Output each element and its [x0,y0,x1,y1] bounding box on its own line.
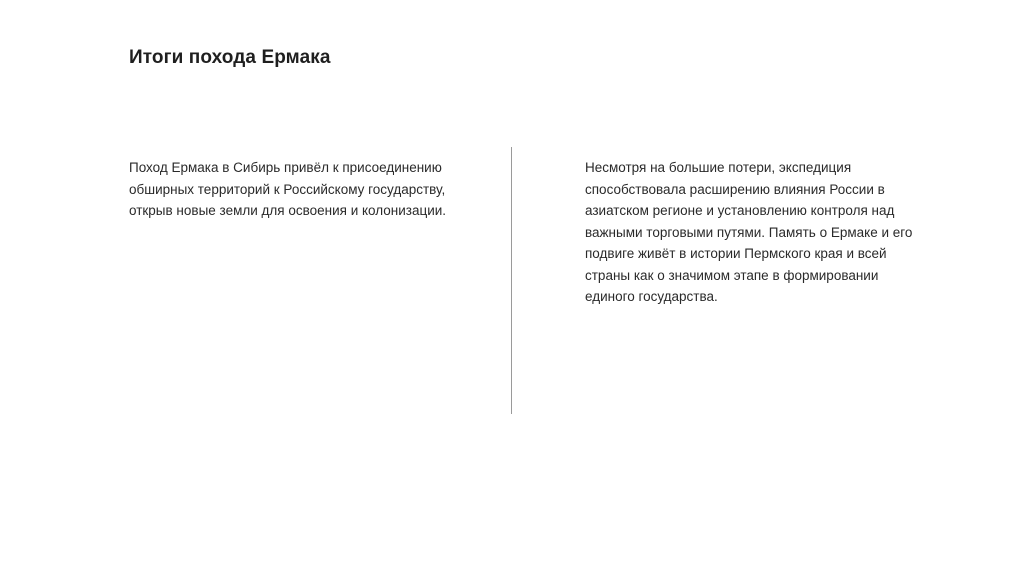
left-text-line: открыв новые земли для освоения и колонизации. [129,203,447,218]
right-text-line: важными торговыми путями. Память о Ермаке и его [585,224,913,240]
right-text-line: подвиге живёт в истории Пермского края и всей [585,246,887,261]
right-text-line: страны как о значимом этапе в формировании [585,267,879,283]
right-text-line: способствовала расширению влияния России в [585,181,885,197]
left-text-column [129,157,464,222]
slide-title: Итоги похода Ермака [129,47,331,68]
left-text-line: обширных территорий к Российскому государству, [129,181,446,197]
right-text-line: Несмотря на большие потери, экспедиция [585,160,852,175]
right-text-column [585,157,930,308]
column-divider [511,147,512,414]
left-text-line: Поход Ермака в Сибирь привёл к присоединению [129,160,442,175]
right-text-line: единого государства. [585,289,718,304]
right-text-line: азиатском регионе и установлению контроля над [585,203,895,218]
